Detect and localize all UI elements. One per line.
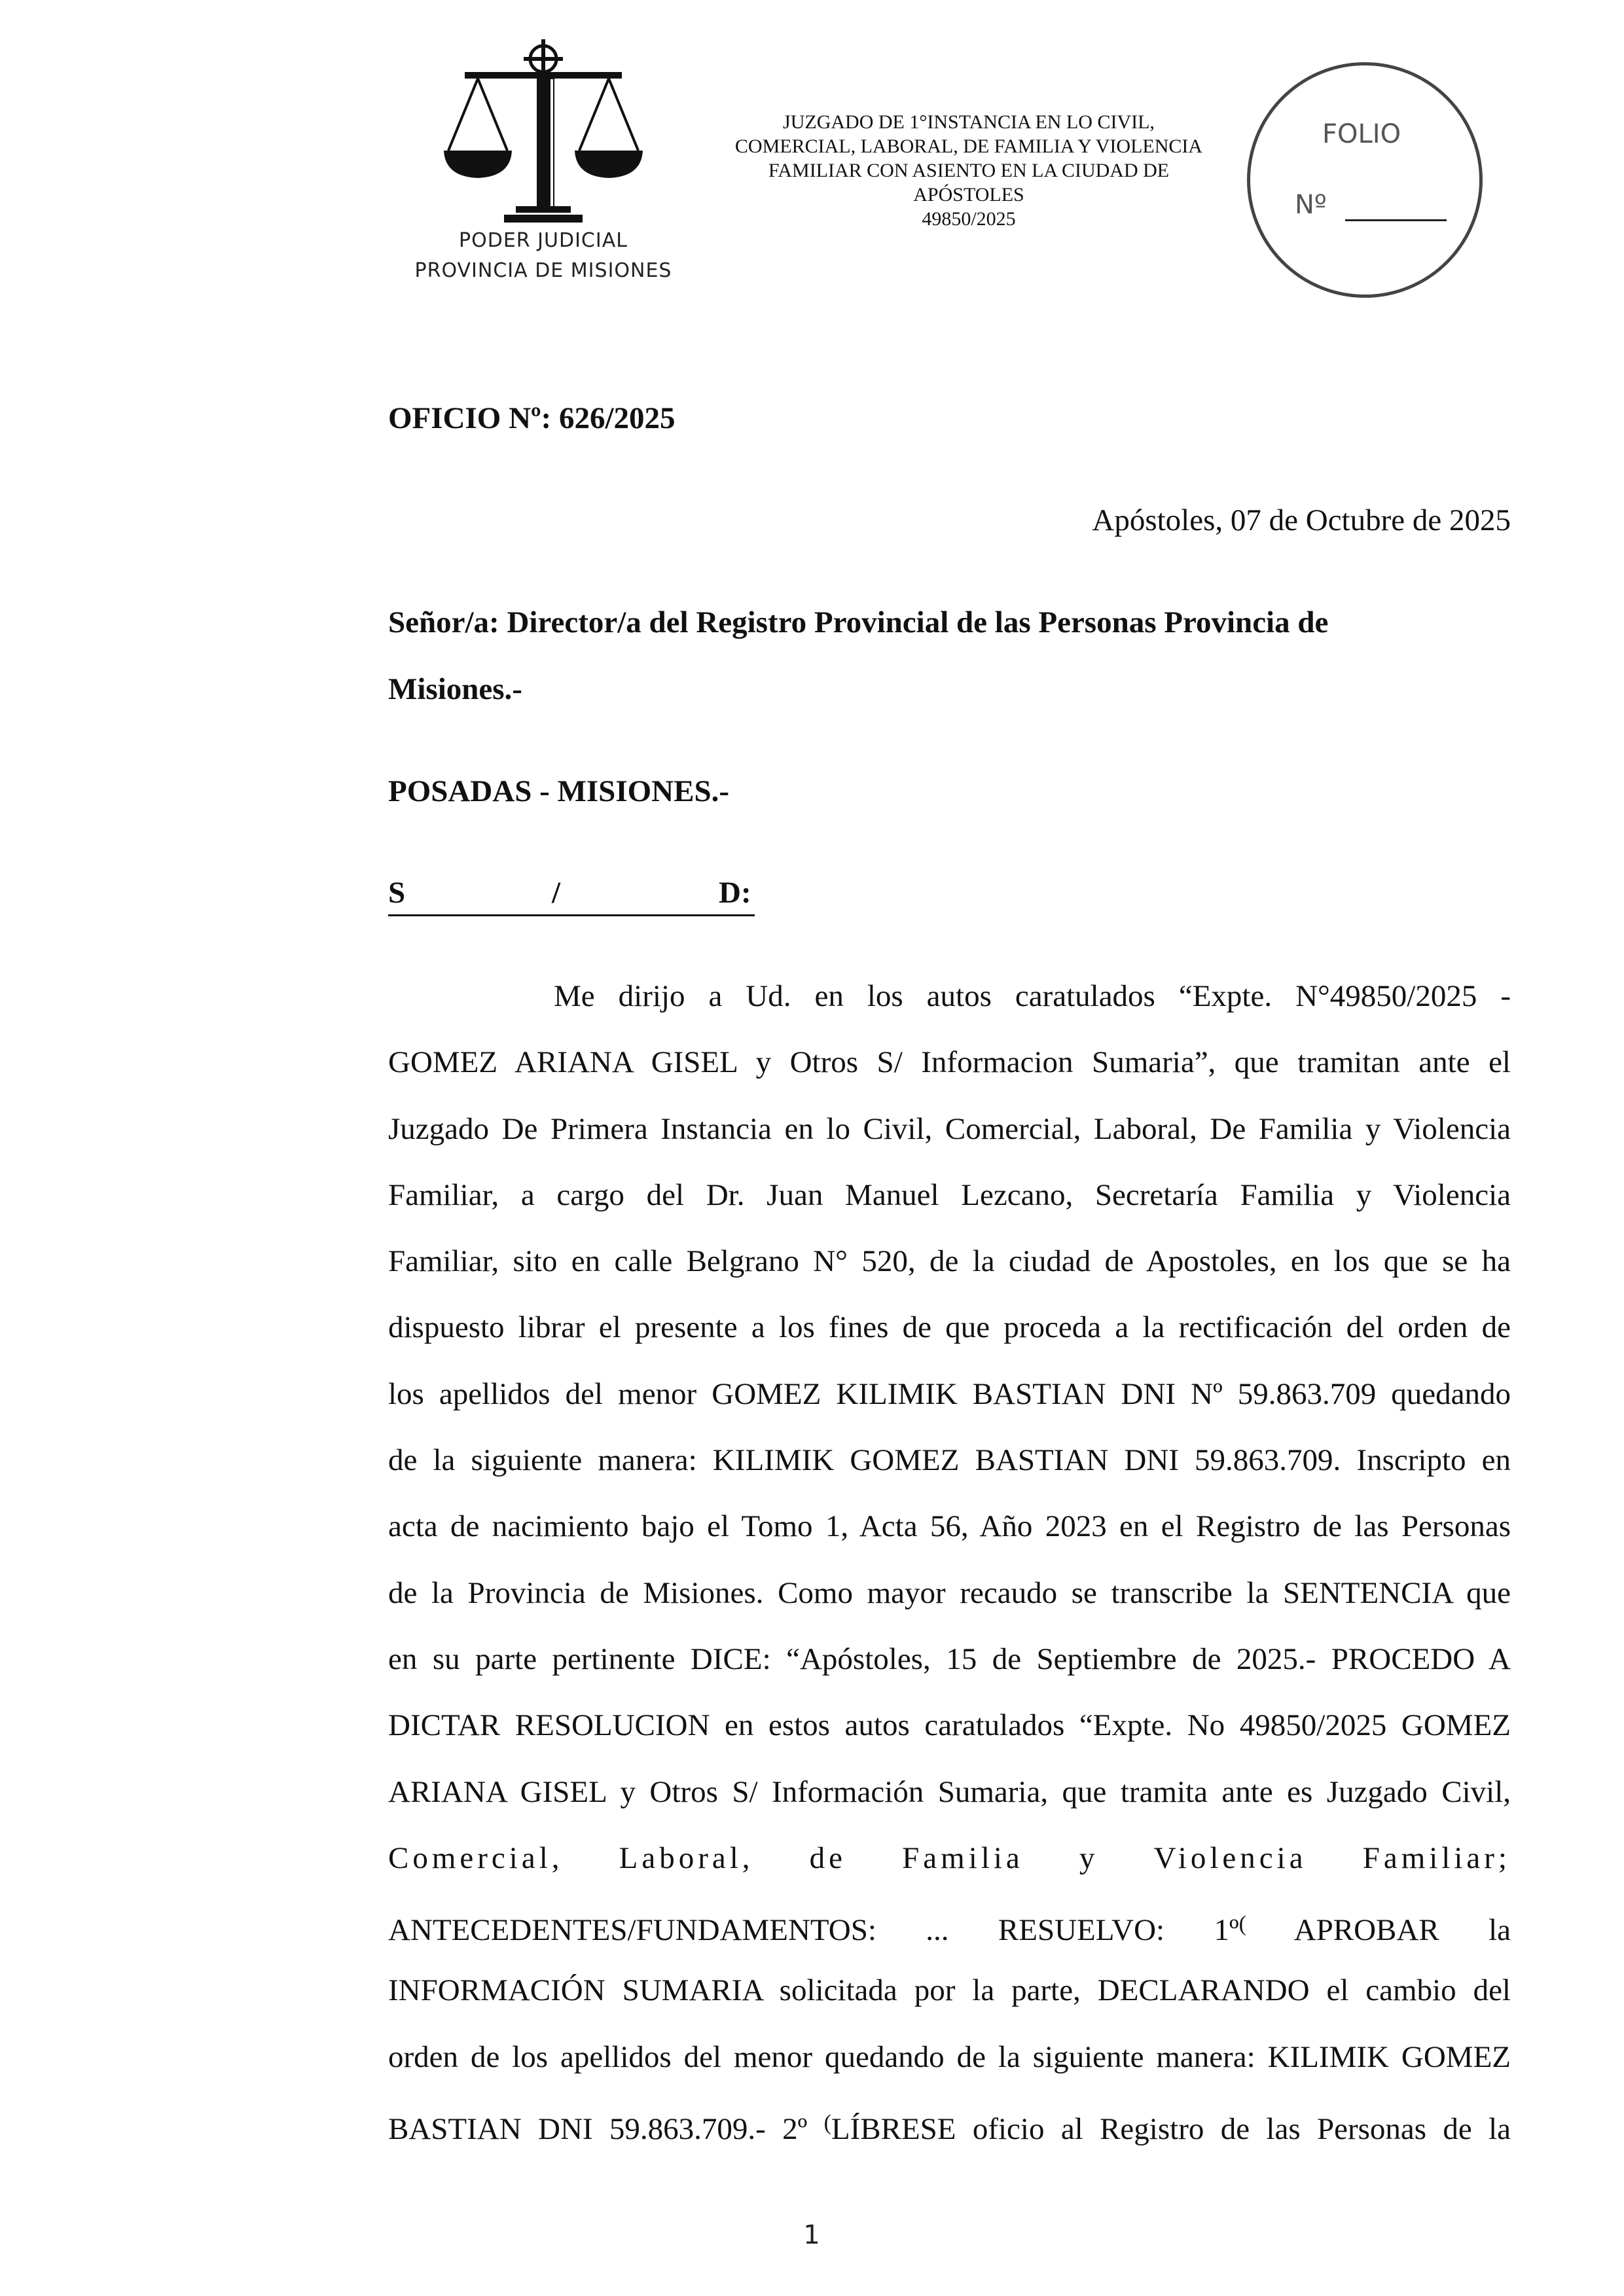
judicial-crest-logo bbox=[406, 39, 681, 295]
court-header-line: APÓSTOLES bbox=[913, 184, 1024, 206]
scales-of-justice-icon bbox=[439, 39, 648, 242]
crest-text-poder-judicial: PODER JUDICIAL bbox=[459, 229, 628, 252]
crest-text-provincia: PROVINCIA DE MISIONES bbox=[414, 259, 672, 282]
body-line-spaced: Comercial, Laboral, de Familia y Violencia Familiar; bbox=[388, 1840, 1511, 1875]
case-number: 49850/2025 bbox=[922, 208, 1016, 230]
body-line: dispuesto librar el presente a los fines de que proceda a la rectificación del orden de bbox=[388, 1310, 1511, 1345]
court-header-line: COMERCIAL, LABORAL, DE FAMILIA Y VIOLENCIA bbox=[734, 135, 1203, 157]
body-line bbox=[388, 2104, 1511, 2170]
superscript-paren: ( bbox=[1238, 1912, 1246, 1937]
body-line: los apellidos del menor GOMEZ KILIMIK BASTIAN DNI Nº 59.863.709 quedando bbox=[388, 1376, 1511, 1411]
body-line: DICTAR RESOLUCION en estos autos caratulados “Expte. No 49850/2025 GOMEZ bbox=[388, 1708, 1511, 1743]
salutation-sd bbox=[388, 875, 755, 916]
body-line: GOMEZ ARIANA GISEL y Otros S/ Informacion Sumaria”, que tramitan ante el bbox=[388, 1045, 1511, 1080]
body-text: APROBAR la bbox=[1293, 1913, 1511, 1948]
body-line: en su parte pertinente DICE: “Apóstoles, 15 de Septiembre de 2025.- PROCEDO A bbox=[388, 1641, 1511, 1676]
body-line bbox=[388, 1905, 1511, 1971]
body-line: acta de nacimiento bajo el Tomo 1, Acta 56, Año 2023 en el Registro de las Personas bbox=[388, 1509, 1511, 1544]
body-text: LÍBRESE oficio al Registro de las Personas de la bbox=[831, 2112, 1511, 2147]
body-line: de la siguiente manera: KILIMIK GOMEZ BASTIAN DNI 59.863.709. Inscripto en bbox=[388, 1443, 1511, 1478]
body-line: orden de los apellidos del menor quedando de la siguiente manera: KILIMIK GOMEZ bbox=[388, 2039, 1511, 2074]
oficio-number: OFICIO Nº: 626/2025 bbox=[388, 401, 676, 435]
court-header-line: FAMILIAR CON ASIENTO EN LA CIUDAD DE bbox=[768, 160, 1170, 181]
body-line: ARIANA GISEL y Otros S/ Información Sumaria, que tramita ante es Juzgado Civil, bbox=[388, 1774, 1511, 1809]
recipient-line: Misiones.- bbox=[388, 672, 522, 706]
superscript-paren: ( bbox=[823, 2111, 831, 2136]
body-text: ANTECEDENTES/FUNDAMENTOS: ... RESUELVO: 1º bbox=[388, 1913, 1239, 1948]
body-text: BASTIAN DNI 59.863.709.- 2º bbox=[388, 2112, 808, 2147]
folio-number-label: Nº bbox=[1295, 190, 1327, 220]
body-line: Familiar, sito en calle Belgrano N° 520, de la ciudad de Apostoles, en los que se ha bbox=[388, 1244, 1511, 1279]
recipient-city: POSADAS - MISIONES.- bbox=[388, 774, 729, 808]
body-line: Juzgado De Primera Instancia en lo Civil, Comercial, Laboral, De Familia y Violencia bbox=[388, 1111, 1511, 1146]
body-line: de la Provincia de Misiones. Como mayor recaudo se transcribe la SENTENCIA que bbox=[388, 1575, 1511, 1610]
body-line: INFORMACIÓN SUMARIA solicitada por la parte, DECLARANDO el cambio del bbox=[388, 1973, 1511, 2008]
sd-d: D: bbox=[719, 876, 751, 910]
recipient-line: Señor/a: Director/a del Registro Provincial de las Personas Provincia de bbox=[388, 605, 1329, 639]
folio-stamp bbox=[1247, 62, 1483, 298]
body-line: Me dirijo a Ud. en los autos caratulados “Expte. N°49850/2025 - bbox=[554, 979, 1511, 1013]
sd-slash: / bbox=[552, 876, 561, 910]
document-date: Apóstoles, 07 de Octubre de 2025 bbox=[1092, 503, 1511, 537]
court-header-line: JUZGADO DE 1°INSTANCIA EN LO CIVIL, bbox=[783, 111, 1155, 133]
folio-label: FOLIO bbox=[1322, 119, 1401, 149]
court-header bbox=[681, 110, 1257, 231]
sd-s: S bbox=[388, 876, 406, 910]
folio-number-blank bbox=[1345, 219, 1447, 221]
page-number: 1 bbox=[803, 2220, 820, 2250]
body-paragraph bbox=[388, 977, 1511, 2170]
body-line: Familiar, a cargo del Dr. Juan Manuel Lezcano, Secretaría Familia y Violencia bbox=[388, 1177, 1511, 1212]
